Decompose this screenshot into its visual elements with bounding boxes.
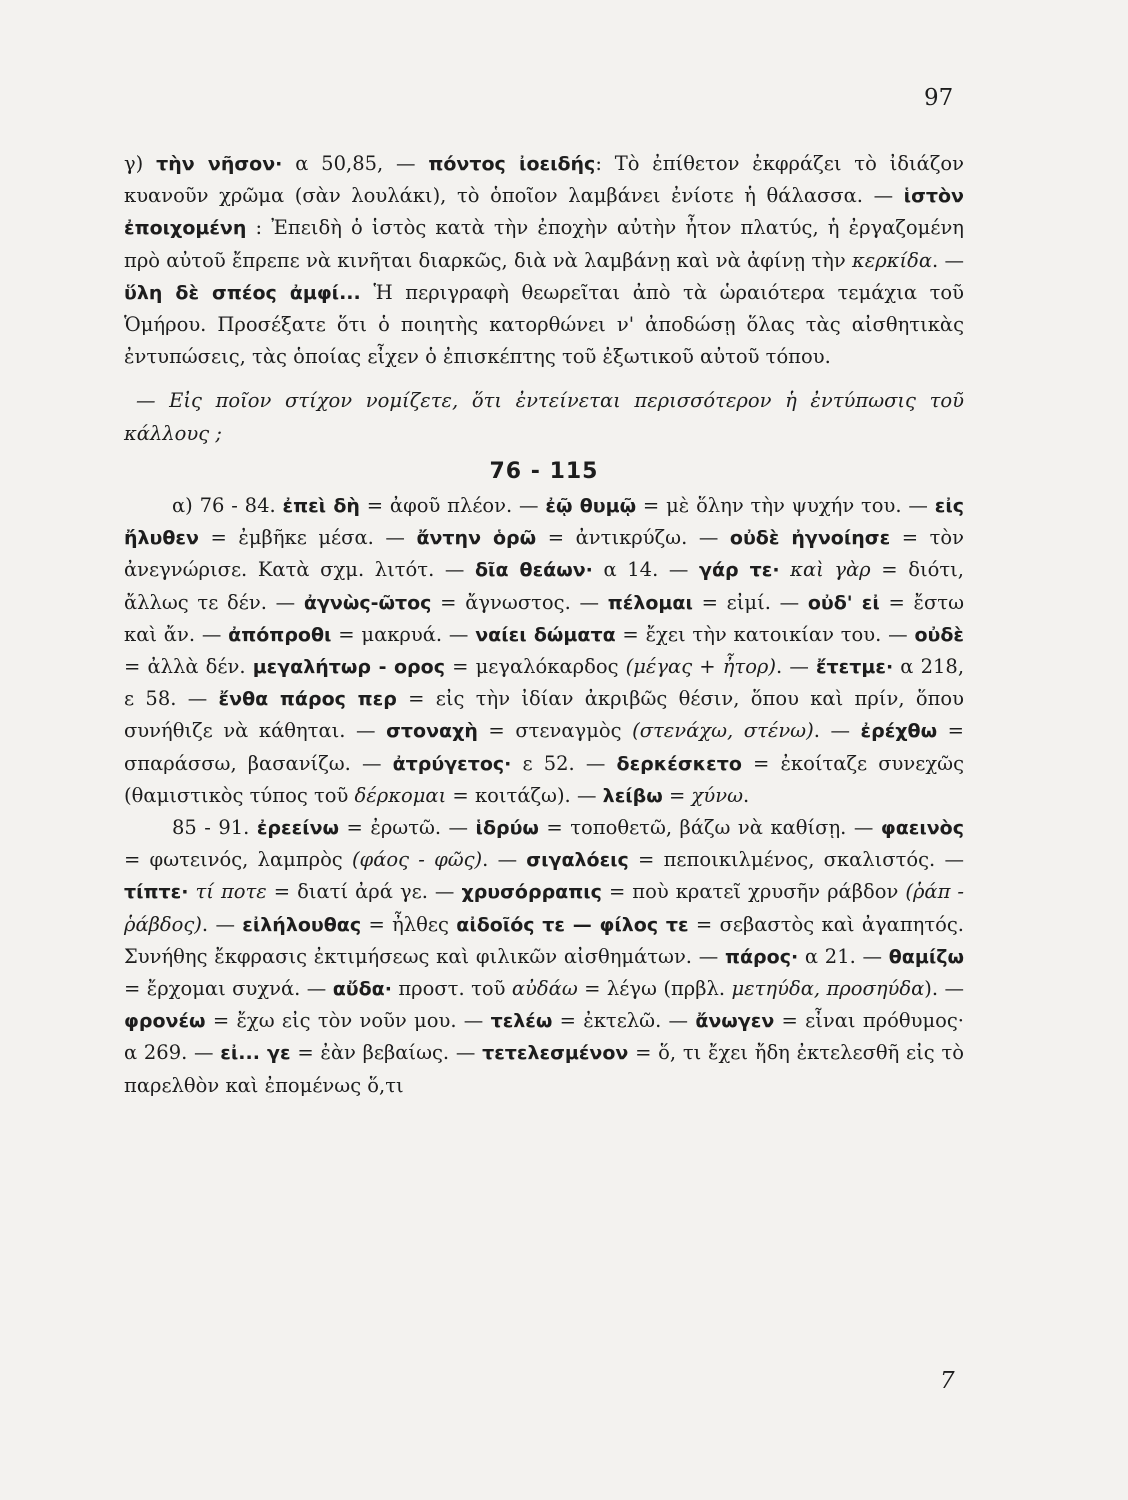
body-text: Ἡ περιγραφὴ θεωρεῖται ἀπὸ τὰ ὡραιότερα τεμάχια τοῦ Ὁμήρου. Προσέξατε ὅτι ὁ ποιητὴς κατορθώνει ν' ἀποδώσῃ ὅλας τὰς αἰσθητικὰς ἐντυπώσεις, τὰς ὁποίας εἶχεν ὁ ἐπισκέπτης τοῦ ἐξωτικοῦ αὐτοῦ τόπου. xyxy=(124,280,964,369)
commentary-text xyxy=(124,148,964,1102)
body-text: α 50,85, — xyxy=(282,152,429,175)
body-text: = τοποθετῶ, βάζω νὰ καθίσῃ. — xyxy=(538,816,881,840)
body-text: ). — xyxy=(924,977,965,1001)
lemma-term: τελέω xyxy=(490,1010,553,1033)
lemma-term: πάρος· xyxy=(724,945,799,968)
body-text: = ἐκοίταζε συνεχῶς (θαμιστικὸς τύπος τοῦ xyxy=(124,751,964,807)
lemma-term: στοναχὴ xyxy=(386,720,478,743)
lemma-term: ἐπεὶ δὴ xyxy=(282,495,360,518)
body-text: . — xyxy=(201,912,243,936)
lemma-term: σιγαλόεις xyxy=(526,849,629,872)
italic-text: κερκίδα xyxy=(851,248,933,272)
body-text: = ἔχει τὴν κατοικίαν του. — xyxy=(615,622,915,646)
body-text: = σεβαστὸς καὶ ἀγαπητός. Συνήθης ἔκφρασις ἐκτιμήσεως καὶ φιλικῶν αἰσθημάτων. — xyxy=(124,912,964,968)
body-text: = ποὺ κρατεῖ χρυσῆν ράβδον xyxy=(601,880,906,904)
body-text: : Ἐπειδὴ ὁ ἱστὸς κατὰ τὴν ἐποχὴν αὐτὴν ἦτον πλατύς, ἡ ἐργαζομένη πρὸ αὐτοῦ ἔπρεπε νὰ κινῆται διαρκῶς, διὰ νὰ λαμβάνῃ καὶ νὰ ἀφίνῃ τὴν xyxy=(124,216,964,272)
body-text: . — xyxy=(776,655,816,679)
lemma-term: αὔδα· xyxy=(332,978,392,1001)
italic-text: (στενάχω, στένω) xyxy=(632,719,814,743)
lemma-term: θαμίζω xyxy=(888,945,964,968)
lemma-term: ἱδρύω xyxy=(475,817,539,840)
lemma-term: λείβω xyxy=(602,784,663,807)
paragraph-85 xyxy=(124,812,964,1102)
lemma-term: πέλομαι xyxy=(607,591,693,614)
body-text: . — xyxy=(813,719,861,743)
lemma-term: ἔνθα πάρος περ xyxy=(218,688,397,711)
body-text: = εἰμί. — xyxy=(692,590,808,614)
paragraph-gamma xyxy=(124,148,964,373)
body-text: = ὅ, τι ἔχει ἤδη ἐκτελεσθῆ εἰς τὸ παρελθὸν καὶ ἐπομένως ὅ,τι xyxy=(124,1041,964,1097)
lemma-term: δερκέσκετο xyxy=(616,752,742,775)
lemma-term: μεγαλήτωρ - ορος xyxy=(252,656,445,679)
paragraph-alpha xyxy=(124,490,964,812)
body-text: : Τὸ ἐπίθετον ἐκφράζει τὸ ἰδιάζον κυανοῦν χρῶμα (σὰν λουλάκι), τὸ ὁποῖον λαμβάνει ἐνίοτε ἡ θάλασσα. — xyxy=(124,152,965,208)
body-text: . xyxy=(742,783,750,807)
body-text: . — xyxy=(932,248,964,272)
body-text: = στεναγμὸς xyxy=(477,719,633,743)
paragraph-question xyxy=(124,385,964,449)
body-text: α 218, ε 58. — xyxy=(124,655,965,711)
lemma-term: τετελεσμένον xyxy=(482,1042,629,1065)
lemma-term: ἐῷ θυμῷ xyxy=(545,495,637,518)
body-text: γ) xyxy=(124,152,157,175)
body-text: προστ. τοῦ xyxy=(391,977,512,1001)
lemma-term: ἀπόπροθι xyxy=(228,623,332,646)
body-text: = πεποικιλμένος, σκαλιστός. — xyxy=(628,848,964,872)
body-text: = ἦλθες xyxy=(361,912,457,936)
body-text: 76 - 115 xyxy=(489,458,599,484)
body-text: α) 76 - 84. xyxy=(172,494,283,518)
body-text: = εἰς τὴν ἰδίαν ἀκριβῶς θέσιν, ὅπου καὶ πρίν, ὅπου συνήθιζε νὰ κάθηται. — xyxy=(124,687,964,743)
body-text: = ἐκτελῶ. — xyxy=(552,1009,696,1033)
lemma-term: γάρ τε· xyxy=(699,559,780,582)
lemma-term: αἰδοῖός τε — φίλος τε xyxy=(456,913,689,936)
body-text: α 14. — xyxy=(592,558,699,582)
page-number: 97 xyxy=(924,85,954,111)
lemma-term: χρυσόρραπις xyxy=(461,881,602,904)
body-text: = ἔρχομαι συχνά. — xyxy=(124,977,333,1001)
lemma-term: ἀτρύγετος· xyxy=(392,752,512,775)
lemma-term: εἰλήλουθας xyxy=(242,913,362,936)
lemma-term: ναίει δώματα xyxy=(475,623,616,646)
body-text: = xyxy=(662,783,692,807)
lemma-term: δῖα θεάων· xyxy=(475,559,593,582)
lemma-term: πόντος ἰοειδής xyxy=(428,153,596,175)
paragraph-heading xyxy=(124,456,964,488)
italic-text: (μέγας + ἦτορ) xyxy=(625,655,777,679)
body-text: = διότι, ἄλλως τε δέν. — xyxy=(124,558,964,614)
lemma-term: ἱστὸν ἐποιχομένη xyxy=(124,185,964,240)
lemma-term: ἐρεείνω xyxy=(256,817,340,840)
body-text: = ἔχω εἰς τὸν νοῦν μου. — xyxy=(205,1009,491,1033)
lemma-term: εἰς ἤλυθεν xyxy=(124,495,964,550)
body-text: = ἔστω καὶ ἄν. — xyxy=(124,590,964,646)
italic-text: (ῥάπ - ῥάβδος) xyxy=(124,880,965,936)
italic-text: — Εἰς ποῖον στίχον νομίζετε, ὅτι ἐντείνεται περισσότερον ἡ ἐντύπωσις τοῦ κάλλους ; xyxy=(124,389,964,445)
lemma-term: τίπτε· xyxy=(124,881,189,904)
lemma-term: οὐδὲ ἠγνοίησε xyxy=(729,527,891,550)
body-text: = ἀφοῦ πλέον. — xyxy=(359,494,546,518)
italic-text: (φάος - φῶς) xyxy=(351,848,483,872)
body-text: = λέγω (πρβλ. xyxy=(577,977,732,1001)
body-text: = μεγαλόκαρδος xyxy=(444,655,626,679)
lemma-term: οὐδ' εἰ xyxy=(807,591,880,614)
body-text: = σπαράσσω, βασανίζω. — xyxy=(124,719,964,775)
lemma-term: ἄντην ὁρῶ xyxy=(416,527,537,550)
lemma-term: ἐρέχθω xyxy=(860,720,938,743)
body-text: = ἀλλὰ δέν. xyxy=(124,655,253,679)
lemma-term: φρονέω xyxy=(124,1010,206,1033)
signature-mark: 7 xyxy=(940,1368,955,1394)
body-text: = μὲ ὅλην τὴν ψυχήν του. — xyxy=(636,494,935,518)
body-text: 85 - 91. xyxy=(172,816,257,840)
italic-text: καὶ γὰρ xyxy=(779,558,871,582)
body-text: = τὸν ἀνεγνώρισε. Κατὰ σχμ. λιτότ. — xyxy=(124,526,964,582)
italic-text: χύνω xyxy=(691,783,743,807)
italic-text: τί ποτε xyxy=(188,880,267,904)
lemma-term: ὕλη δὲ σπέος ἀμφί... xyxy=(124,281,361,304)
italic-text: μετηύδα, προσηύδα xyxy=(731,977,925,1001)
lemma-term: ἔτετμε· xyxy=(815,656,894,679)
lemma-term: οὐδὲ xyxy=(914,623,964,646)
body-text: = ἐὰν βεβαίως. — xyxy=(290,1041,483,1065)
italic-text: δέρκομαι xyxy=(354,783,447,807)
body-text: = εἶναι πρόθυμος· α 269. — xyxy=(124,1009,964,1065)
lemma-term: τὴν νῆσον· xyxy=(156,153,283,175)
body-text: = ἐμβῆκε μέσα. — xyxy=(198,526,417,550)
body-text: = διατί ἀρά γε. — xyxy=(266,880,462,904)
body-text: = ἀντικρύζω. — xyxy=(536,526,730,550)
lemma-term: ἀγνὼς-ῶτος xyxy=(303,591,432,614)
lemma-term: εἰ... γε xyxy=(220,1042,291,1065)
lemma-term: ἄνωγεν xyxy=(695,1010,775,1033)
body-text: = κοιτάζω). — xyxy=(446,783,603,807)
body-text: ε 52. — xyxy=(511,751,617,775)
lemma-term: φαεινὸς xyxy=(880,817,964,840)
italic-text: αὐδάω xyxy=(511,977,578,1001)
body-text: = ἐρωτῶ. — xyxy=(339,816,476,840)
body-text: . — xyxy=(482,848,527,872)
body-text: = ἄγνωστος. — xyxy=(431,590,608,614)
body-text: α 21. — xyxy=(798,944,889,968)
body-text: = φωτεινός, λαμπρὸς xyxy=(124,848,352,872)
body-text: = μακρυά. — xyxy=(331,622,476,646)
